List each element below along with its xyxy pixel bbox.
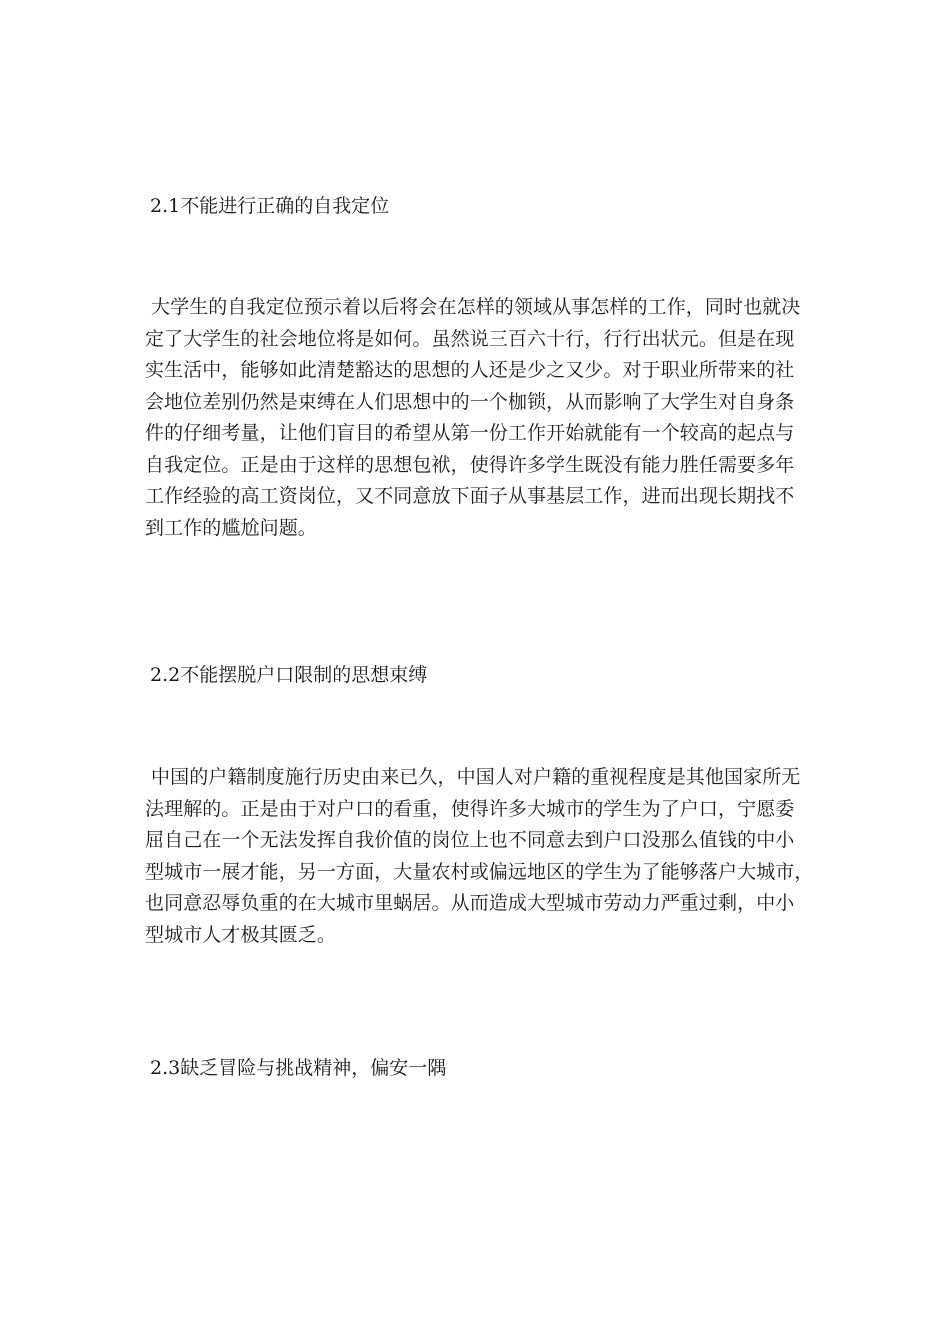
section-heading-2-1: 2.1不能进行正确的自我定位	[150, 195, 390, 217]
paragraph-line: 也同意忍辱负重的在大城市里蜗居。从而造成大型城市劳动力严重过剩，中小	[145, 892, 795, 914]
paragraph-line: 型城市一展才能，另一方面，大量农村或偏远地区的学生为了能够落户大城市，	[145, 860, 814, 883]
paragraph-line: 件的仔细考量，让他们盲目的希望从第一份工作开始就能有一个较高的起点与	[145, 422, 795, 444]
paragraph-line: 屈自己在一个无法发挥自我价值的岗位上也不同意去到户口没那么值钱的中小	[145, 829, 795, 851]
paragraph-line: 到工作的尴尬问题。	[145, 516, 317, 539]
section-paragraph-2-2	[145, 762, 814, 951]
section-heading-2-3: 2.3缺乏冒险与挑战精神，偏安一隅	[150, 1057, 447, 1079]
paragraph-line: 会地位差别仍然是束缚在人们思想中的一个枷锁，从而影响了大学生对自身条	[145, 390, 795, 413]
paragraph-line: 定了大学生的社会地位将是如何。虽然说三百六十行，行行出状元。但是在现	[145, 327, 795, 350]
paragraph-line: 工作经验的高工资岗位，又不同意放下面子从事基层工作，进而出现长期找不	[145, 485, 795, 507]
paragraph-line: 自我定位。正是由于这样的思想包袱，使得许多学生既没有能力胜任需要多年	[145, 453, 795, 476]
section-heading-2-2: 2.2不能摆脱户口限制的思想束缚	[150, 664, 428, 686]
paragraph-line: 大学生的自我定位预示着以后将会在怎样的领域从事怎样的工作，同时也就决	[151, 296, 801, 318]
paragraph-line: 型城市人才极其匮乏。	[145, 923, 337, 946]
paragraph-line: 法理解的。正是由于对户口的看重，使得许多大城市的学生为了户口，宁愿委	[145, 797, 795, 820]
paragraph-line: 实生活中，能够如此清楚豁达的思想的人还是少之又少。对于职业所带来的社	[145, 359, 795, 381]
paragraph-line: 中国的户籍制度施行历史由来已久，中国人对户籍的重视程度是其他国家所无	[151, 766, 801, 788]
section-paragraph-2-1	[145, 292, 810, 544]
